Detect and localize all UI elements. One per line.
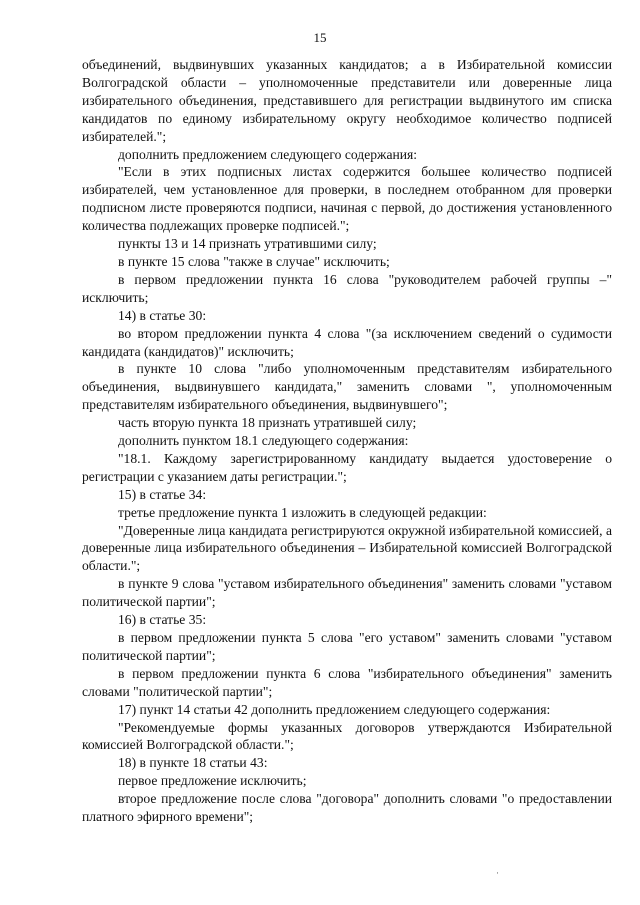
paragraph: третье предложение пункта 1 изложить в следующей редакции: — [118, 504, 487, 520]
paragraph: 14) в статье 30: — [118, 307, 207, 323]
paragraph: 18) в пункте 18 статьи 43: — [118, 755, 268, 771]
paragraph: в первом предложении пункта 5 слова "его уставом" заменить словами "уставом политической партии"; — [82, 630, 612, 663]
paragraph: 15) в статье 34: — [118, 486, 207, 502]
paragraph: объединений, выдвинувших указанных кандидатов; а в Избирательной комиссии Волгоградской области – уполномоченные представители или доверенные лица избирательного объединения, представившего для регистрации выдвинутого им списка кандидатов по единому избирательному округу необходимое количество подписей избирателей."; — [82, 57, 612, 144]
paragraph: в первом предложении пункта 16 слова "руководителем рабочей группы –" исключить; — [82, 271, 612, 305]
paragraph: в первом предложении пункта 6 слова "избирательного объединения" заменить словами "политической партии"; — [82, 665, 612, 699]
paragraph: "Доверенные лица кандидата регистрируются окружной избирательной комиссией, а доверенные лица избирательного объединения – Избирательной комиссией Волгоградской области."; — [82, 522, 612, 574]
paragraph: "18.1. Каждому зарегистрированному кандидату выдается удостоверение о регистрации с указанием даты регистрации."; — [82, 450, 612, 484]
paragraph: "Если в этих подписных листах содержится большее количество подписей избирателей, чем установленное для проверки, в последнем отобранном для проверки подписном листе проверяются подписи, начиная с первой, до достижения установленного количества подлежащих проверке подписей."; — [82, 164, 612, 234]
page-number: 15 — [313, 30, 327, 45]
paragraph: "Рекомендуемые формы указанных договоров утверждаются Избирательной комиссией Волгоградской области."; — [82, 719, 612, 753]
document-body — [82, 56, 612, 826]
paragraph: дополнить пунктом 18.1 следующего содержания: — [118, 433, 409, 449]
paragraph: дополнить предложением следующего содержания: — [118, 146, 418, 162]
paragraph: первое предложение исключить; — [118, 773, 307, 789]
paragraph: часть вторую пункта 18 признать утратившей силу; — [118, 415, 417, 431]
paragraph: второе предложение после слова "договора" дополнить словами "о предоставлении платного эфирного времени"; — [82, 791, 612, 825]
paragraph: во втором предложении пункта 4 слова "(за исключением сведений о судимости кандидата (кандидатов)" исключить; — [82, 325, 612, 359]
paragraph: в пункте 9 слова "уставом избирательного объединения" заменить словами "уставом политической партии"; — [82, 576, 612, 610]
scan-speck: · — [496, 868, 499, 878]
paragraph: пункты 13 и 14 признать утратившими силу; — [118, 236, 377, 252]
paragraph: 17) пункт 14 статьи 42 дополнить предложением следующего содержания: — [118, 701, 551, 717]
paragraph: 16) в статье 35: — [118, 612, 207, 628]
paragraph: в пункте 10 слова "либо уполномоченным представителям избирательного объединения, выдвинувшего кандидата," заменить словами ", уполномоченным представителям избирательного объединения, выдвинувшего"; — [82, 361, 612, 413]
paragraph: в пункте 15 слова "также в случае" исключить; — [118, 253, 390, 269]
